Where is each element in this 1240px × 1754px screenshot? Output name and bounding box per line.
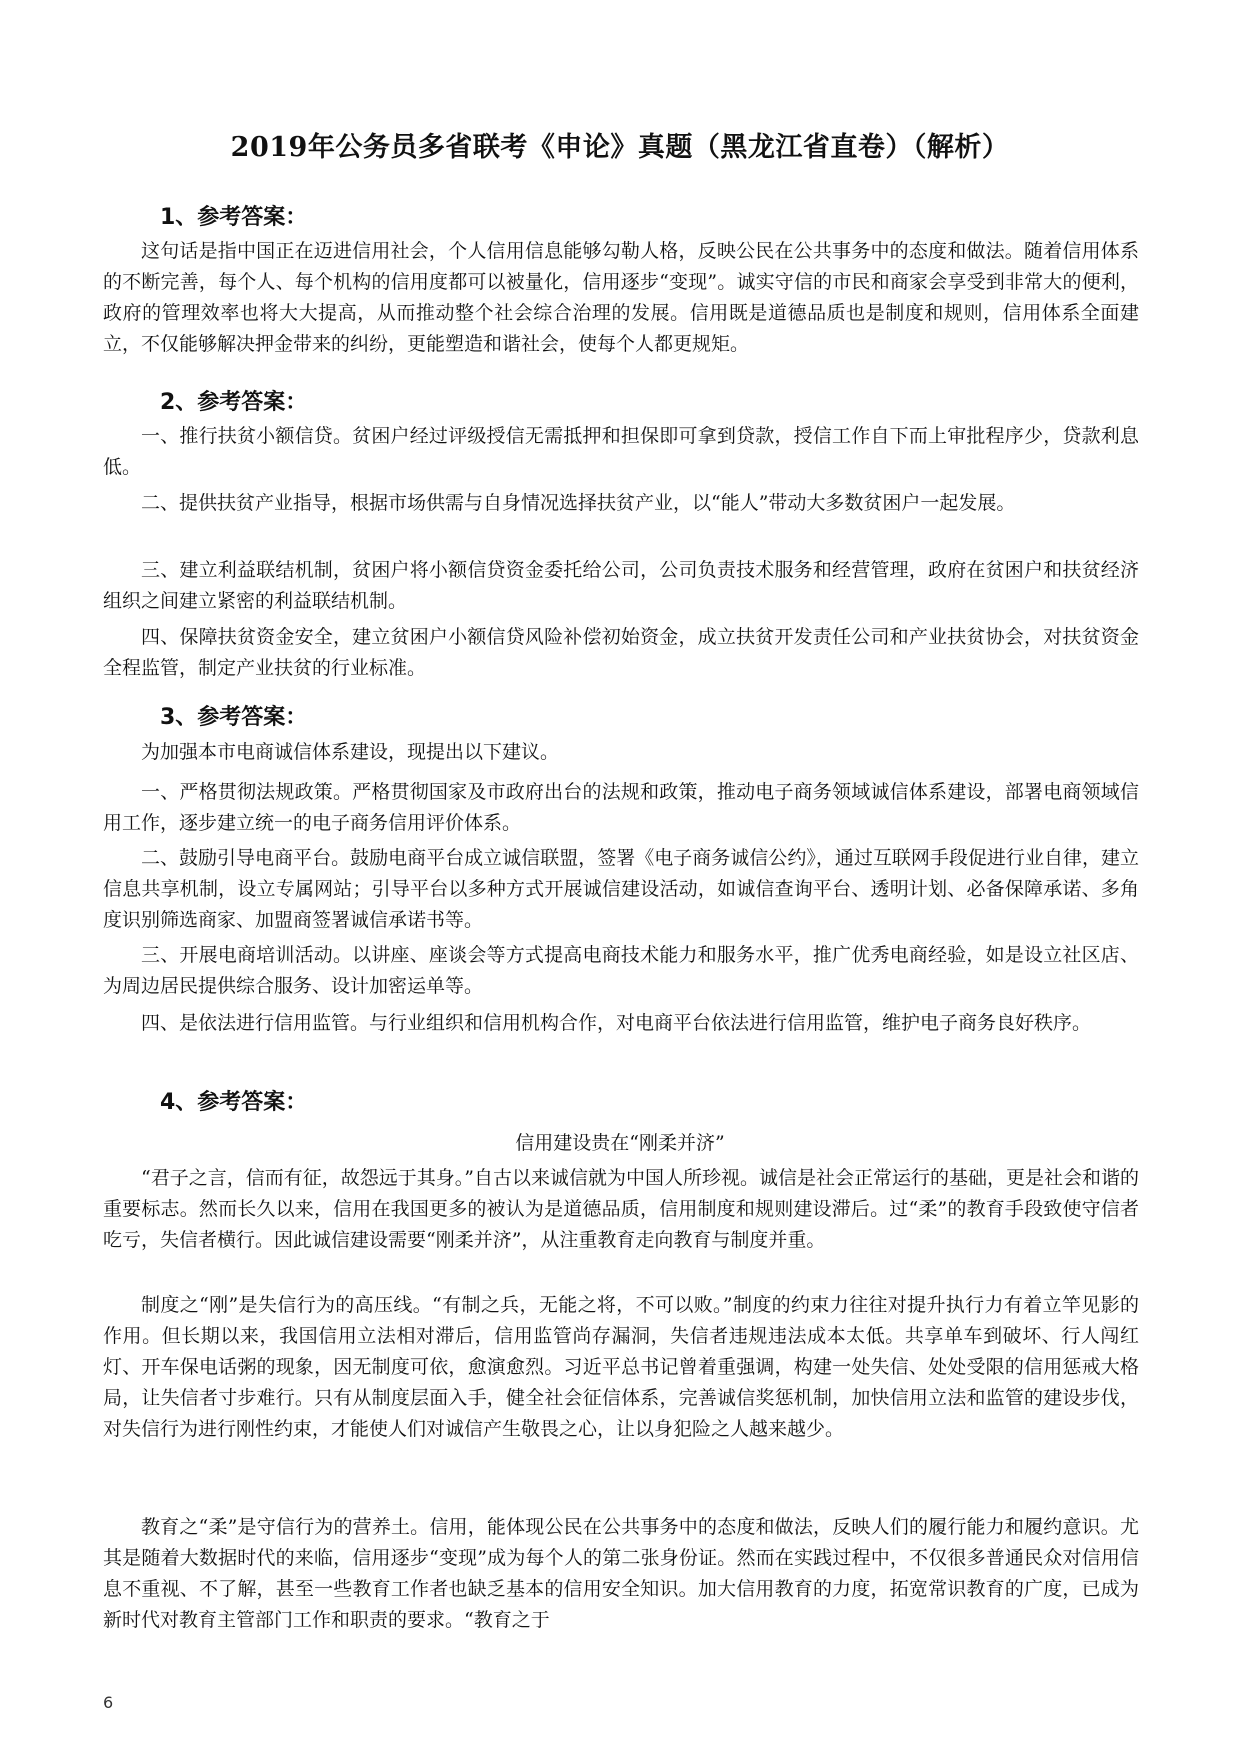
section-2-paragraph-4: 四、保障扶贫资金安全，建立贫困户小额信贷风险补偿初始资金，成立扶贫开发责任公司和产业扶贫协会，对扶贫资金全程监管，制定产业扶贫的行业标准。 [103,626,1139,679]
section-2-paragraph-3: 三、建立利益联结机制，贫困户将小额信贷资金委托给公司，公司负责技术服务和经营管理，政府在贫困户和扶贫经济组织之间建立紧密的利益联结机制。 [103,559,1139,612]
section-3-paragraph-3: 二、鼓励引导电商平台。鼓励电商平台成立诚信联盟，签署《电子商务诚信公约》，通过互联网手段促进行业自律，建立信息共享机制，设立专属网站；引导平台以多种方式开展诚信建设活动，如诚信查询平台、透明计划、必备保障承诺、多角度识别筛选商家、加盟商签署诚信承诺书等。 [103,847,1139,931]
section-3-paragraph-4: 三、开展电商培训活动。以讲座、座谈会等方式提高电商技术能力和服务水平，推广优秀电商经验，如是设立社区店、为周边居民提供综合服务、设计加密运单等。 [103,944,1139,997]
section-3-heading: 3、参考答案： [160,705,308,730]
document-title: 2019年公务员多省联考《申论》真题（黑龙江省直卷）（解析） [230,132,1010,163]
section-3-paragraph-5: 四、是依法进行信用监管。与行业组织和信用机构合作，对电商平台依法进行信用监管，维护电子商务良好秩序。 [141,1012,1092,1034]
essay-title: 信用建设贵在“刚柔并济” [515,1132,725,1154]
page-number: 6 [103,1693,114,1712]
section-2-paragraph-2: 二、提供扶贫产业指导，根据市场供需与自身情况选择扶贫产业，以“能人”带动大多数贫困户一起发展。 [141,492,1016,514]
section-2-paragraph-1: 一、推行扶贫小额信贷。贫困户经过评级授信无需抵押和担保即可拿到贷款，授信工作自下而上审批程序少，贷款利息低。 [103,425,1139,478]
section-4-paragraph-2: 制度之“刚”是失信行为的高压线。“有制之兵，无能之将，不可以败。”制度的约束力往往对提升执行力有着立竿见影的作用。但长期以来，我国信用立法相对滞后，信用监管尚存漏洞，失信者违规违法成本太低。共享单车到破坏、行人闯红灯、开车保电话粥的现象，因无制度可依，愈演愈烈。习近平总书记曾着重强调，构建一处失信、处处受限的信用惩戒大格局，让失信者寸步难行。只有从制度层面入手，健全社会征信体系，完善诚信奖惩机制，加快信用立法和监管的建设步伐，对失信行为进行刚性约束，才能使人们对诚信产生敬畏之心，让以身犯险之人越来越少。 [103,1294,1139,1440]
section-4-heading: 4、参考答案： [160,1090,308,1115]
section-4-paragraph-3: 教育之“柔”是守信行为的营养土。信用，能体现公民在公共事务中的态度和做法，反映人们的履行能力和履约意识。尤其是随着大数据时代的来临，信用逐步“变现”成为每个人的第二张身份证。然而在实践过程中，不仅很多普通民众对信用信息不重视、不了解，甚至一些教育工作者也缺乏基本的信用安全知识。加大信用教育的力度，拓宽常识教育的广度，已成为新时代对教育主管部门工作和职责的要求。“教育之于 [103,1516,1139,1631]
section-4-paragraph-1: “君子之言，信而有征，故怨远于其身。”自古以来诚信就为中国人所珍视。诚信是社会正常运行的基础，更是社会和谐的重要标志。然而长久以来，信用在我国更多的被认为是道德品质，信用制度和规则建设滞后。过“柔”的教育手段致使守信者吃亏，失信者横行。因此诚信建设需要“刚柔并济”，从注重教育走向教育与制度并重。 [103,1167,1139,1251]
section-1-heading: 1、参考答案： [160,205,308,230]
section-2-heading: 2、参考答案： [160,390,308,415]
section-1-paragraph-1: 这句话是指中国正在迈进信用社会，个人信用信息能够勾勒人格，反映公民在公共事务中的态度和做法。随着信用体系的不断完善，每个人、每个机构的信用度都可以被量化，信用逐步“变现”。诚实守信的市民和商家会享受到非常大的便利，政府的管理效率也将大大提高，从而推动整个社会综合治理的发展。信用既是道德品质也是制度和规则，信用体系全面建立，不仅能够解决押金带来的纠纷，更能塑造和谐社会，使每个人都更规矩。 [103,240,1139,355]
section-3-paragraph-1: 为加强本市电商诚信体系建设，现提出以下建议。 [141,741,560,763]
section-3-paragraph-2: 一、严格贯彻法规政策。严格贯彻国家及市政府出台的法规和政策，推动电子商务领域诚信体系建设，部署电商领域信用工作，逐步建立统一的电子商务信用评价体系。 [103,781,1139,834]
